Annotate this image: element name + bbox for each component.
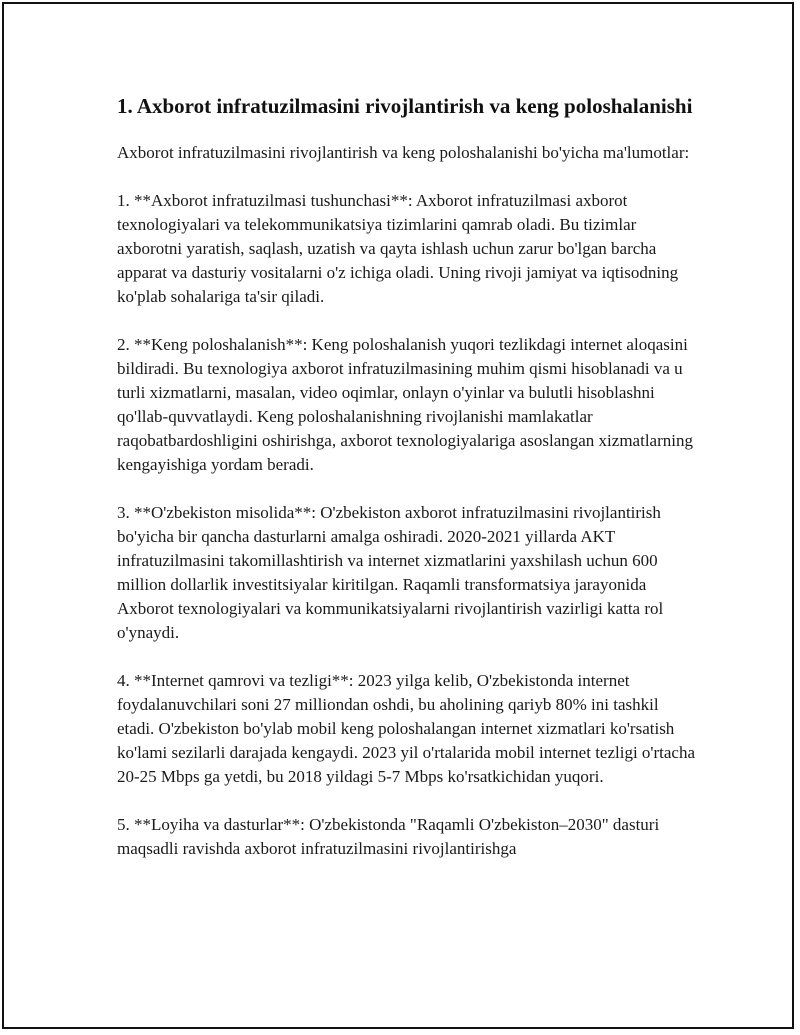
intro-paragraph: Axborot infratuzilmasini rivojlantirish va keng poloshalanishi bo'yicha ma'lumotlar: <box>117 143 690 162</box>
paragraph-projects-programs: 5. **Loyiha va dasturlar**: O'zbekistonda "Raqamli O'zbekiston–2030" dasturi maqsadli ravishda axborot infratuzilmasini rivojlantirishga <box>117 815 660 858</box>
section-title: 1. Axborot infratuzilmasini rivojlantirish va keng poloshalanishi <box>117 94 693 118</box>
document-body <box>117 92 697 885</box>
paragraph-broadband: 2. **Keng poloshalanish**: Keng poloshalanish yuqori tezlikdagi internet aloqasini bildiradi. Bu texnologiya axborot infratuzilmasining muhim qismi hisoblanadi va u turli xizmatlarni, masalan, video oqimlar, onlayn o'yinlar va bulutli hisoblashni qo'llab-quvvatlaydi. Keng poloshalanishning rivojlanishi mamlakatlar raqobatbardoshligini oshirishga, axborot texnologiyalariga asoslangan xizmatlarning kengayishiga yordam beradi. <box>117 335 693 474</box>
paragraph-uzbekistan-example: 3. **O'zbekiston misolida**: O'zbekiston axborot infratuzilmasini rivojlantirish bo'yicha bir qancha dasturlarni amalga oshiradi. 2020-2021 yillarda AKT infratuzilmasini takomillashtirish va internet xizmatlarini yaxshilash uchun 600 million dollarlik investitsiyalar kiritilgan. Raqamli transformatsiya jarayonida Axborot texnologiyalari va kommunikatsiyalarni rivojlantirish vazirligi katta rol o'ynaydi. <box>117 503 664 642</box>
paragraph-internet-coverage: 4. **Internet qamrovi va tezligi**: 2023 yilga kelib, O'zbekistonda internet foydalanuvchilari soni 27 milliondan oshdi, bu aholining qariyb 80% ini tashkil etadi. O'zbekiston bo'ylab mobil keng poloshalangan internet xizmatlari ko'rsatish ko'lami sezilarli darajada kengaydi. 2023 yil o'rtalarida mobil internet tezligi o'rtacha 20-25 Mbps ga yetdi, bu 2018 yildagi 5-7 Mbps ko'rsatkichidan yuqori. <box>117 671 696 786</box>
paragraph-infrastructure-concept: 1. **Axborot infratuzilmasi tushunchasi**: Axborot infratuzilmasi axborot texnologiyalari va telekommunikatsiya tizimlarini qamrab oladi. Bu tizimlar axborotni yaratish, saqlash, uzatish va qayta ishlash uchun zarur bo'lgan barcha apparat va dasturiy vositalarni o'z ichiga oladi. Uning rivoji jamiyat va iqtisodning ko'plab sohalariga ta'sir qiladi. <box>117 191 679 306</box>
